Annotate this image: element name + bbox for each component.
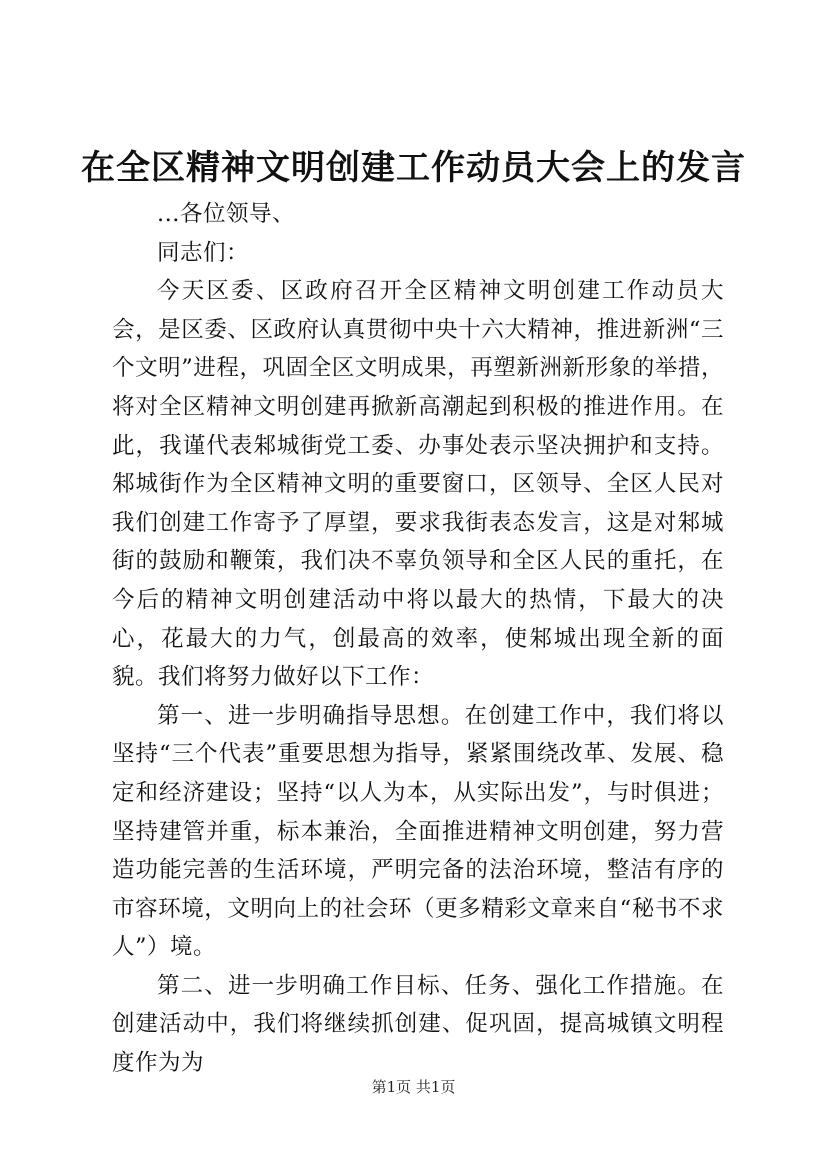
document-body (112, 195, 724, 1083)
page-number-footer: 第1页 共1页 (371, 1078, 456, 1096)
paragraph-1: 今天区委、区政府召开全区精神文明创建工作动员大会，是区委、区政府认真贯彻中央十六大精神，推进新洲“三个文明”进程，巩固全区文明成果，再塑新洲新形象的举措，将对全区精神文明创建再掀新高潮起到积极的推进作用。在此，我谨代表邾城街党工委、办事处表示坚决拥护和支持。邾城街作为全区精神文明的重要窗口，区领导、全区人民对我们创建工作寄予了厚望，要求我街表态发言，这是对邾城街的鼓励和鞭策，我们决不辜负领导和全区人民的重托，在今后的精神文明创建活动中将以最大的热情，下最大的决心，花最大的力气，创最高的效率，使邾城出现全新的面貌。我们将努力做好以下工作： (112, 278, 724, 691)
paragraph-3: 第二、进一步明确工作目标、任务、强化工作措施。在创建活动中，我们将继续抓创建、促巩固，提高城镇文明程度作为为 (112, 972, 724, 1077)
document-title: 在全区精神文明创建工作动员大会上的发言 (81, 148, 746, 188)
salutation-line-2: 同志们： (157, 239, 250, 266)
salutation-line-1: ...各位领导、 (157, 201, 295, 227)
paragraph-2: 第一、进一步明确指导思想。在创建工作中，我们将以坚持“三个代表”重要思想为指导，紧紧围绕改革、发展、稳定和经济建设；坚持“以人为本，从实际出发”，与时俱进；坚持建管并重，标本兼治，全面推进精神文明创建，努力营造功能完善的生活环境，严明完备的法治环境，整洁有序的市容环境，文明向上的社会环（更多精彩文章来自“秘书不求人”）境。 (112, 702, 724, 961)
